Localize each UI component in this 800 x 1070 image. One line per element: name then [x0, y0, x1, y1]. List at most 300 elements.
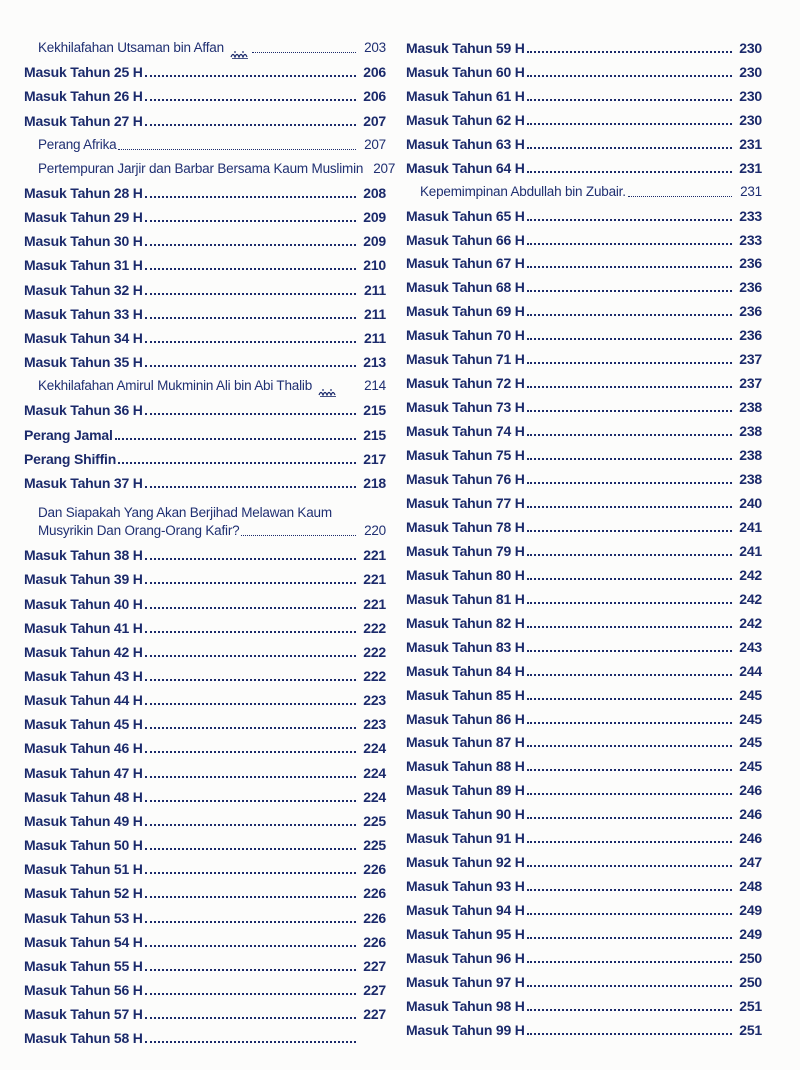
- dot-leader: [145, 703, 356, 705]
- toc-entry[interactable]: [406, 80, 762, 104]
- toc-entry-title: Masuk Tahun 44 H: [24, 692, 143, 709]
- toc-entry-title: Masuk Tahun 83 H: [406, 638, 525, 655]
- toc-page-number: 236: [739, 279, 762, 296]
- toc-page-number: 210: [363, 257, 386, 274]
- toc-entry[interactable]: [24, 901, 386, 925]
- toc-entry-title: Masuk Tahun 31 H: [24, 257, 143, 274]
- toc-entry[interactable]: [24, 950, 386, 974]
- dot-leader: [527, 865, 732, 867]
- dot-leader: [527, 937, 732, 939]
- dot-leader: [527, 266, 732, 268]
- toc-entry[interactable]: [24, 781, 386, 805]
- toc-entry[interactable]: [24, 829, 386, 853]
- dot-leader: [527, 889, 732, 891]
- dot-leader: [527, 243, 732, 245]
- toc-entry-title: Pertempuran Jarjir dan Barbar Bersama Kaum Muslimin: [38, 160, 364, 176]
- toc-entry[interactable]: [406, 272, 762, 296]
- toc-entry[interactable]: [24, 684, 386, 708]
- toc-entry-title: Masuk Tahun 89 H: [406, 782, 525, 799]
- toc-page-number: 221: [363, 595, 386, 612]
- toc-entry-title: Masuk Tahun 30 H: [24, 233, 143, 250]
- toc-entry-title: Masuk Tahun 96 H: [406, 950, 525, 967]
- toc-entry[interactable]: [406, 152, 762, 176]
- toc-entry-title: Masuk Tahun 84 H: [406, 662, 525, 679]
- toc-page-number: 248: [739, 878, 762, 895]
- toc-entry[interactable]: [406, 846, 762, 870]
- toc-entry[interactable]: [406, 990, 762, 1014]
- toc-page-number: 249: [739, 926, 762, 943]
- toc-page-number: 214: [364, 378, 386, 394]
- toc-page-number: 211: [364, 329, 386, 346]
- toc-entry-title: Kekhilafahan Amirul Mukminin Ali bin Abi Thalib: [38, 378, 313, 394]
- dot-leader: [527, 961, 732, 963]
- toc-entry[interactable]: [24, 443, 386, 467]
- toc-entry-title: Masuk Tahun 76 H: [406, 471, 525, 488]
- toc-entry-title: Masuk Tahun 57 H: [24, 1006, 143, 1023]
- toc-entry[interactable]: [24, 926, 386, 950]
- toc-entry-title: Masuk Tahun 28 H: [24, 185, 143, 202]
- toc-entry[interactable]: [24, 587, 386, 611]
- toc-entry[interactable]: [406, 32, 762, 56]
- dot-leader: [527, 793, 732, 795]
- toc-entry-title: Masuk Tahun 92 H: [406, 854, 525, 871]
- toc-entry[interactable]: [406, 200, 762, 224]
- toc-entry[interactable]: [406, 727, 762, 751]
- dot-leader: [527, 410, 732, 412]
- toc-entry[interactable]: [406, 822, 762, 846]
- toc-entry-title: Masuk Tahun 90 H: [406, 806, 525, 823]
- toc-entry[interactable]: [406, 535, 762, 559]
- toc-page-number: 249: [739, 902, 762, 919]
- toc-page-number: 240: [739, 494, 762, 511]
- dot-leader: [145, 582, 356, 584]
- toc-page-number: 245: [739, 734, 762, 751]
- toc-page-number: 207: [373, 160, 396, 176]
- toc-page-number: 236: [739, 255, 762, 272]
- toc-page-number: 223: [363, 716, 386, 733]
- toc-entry-title: Masuk Tahun 78 H: [406, 518, 525, 535]
- dot-leader: [527, 171, 732, 173]
- toc-page-number: 231: [739, 159, 762, 176]
- toc-entry[interactable]: [406, 1014, 762, 1038]
- toc-entry[interactable]: [406, 703, 762, 727]
- toc-page-number: 238: [739, 423, 762, 440]
- toc-entry-title: Masuk Tahun 93 H: [406, 878, 525, 895]
- toc-entry[interactable]: [24, 346, 386, 370]
- dot-leader: [527, 219, 732, 221]
- toc-entry-title: Masuk Tahun 67 H: [406, 255, 525, 272]
- toc-page-number: 217: [363, 450, 386, 467]
- dot-leader: [145, 800, 356, 802]
- toc-entry-title: Masuk Tahun 55 H: [24, 957, 143, 974]
- toc-entry[interactable]: [24, 80, 386, 104]
- toc-entry-title: Masuk Tahun 72 H: [406, 375, 525, 392]
- toc-entry[interactable]: [406, 583, 762, 607]
- toc-page-number: 241: [739, 542, 762, 559]
- toc-entry[interactable]: [24, 636, 386, 660]
- toc-page-number: 222: [363, 619, 386, 636]
- toc-entry-title: Masuk Tahun 87 H: [406, 734, 525, 751]
- toc-page-number: 231: [740, 183, 762, 199]
- toc-subentry[interactable]: [24, 129, 386, 153]
- toc-entry[interactable]: [24, 732, 386, 756]
- toc-entry[interactable]: [406, 391, 762, 415]
- toc-entry-title: Masuk Tahun 64 H: [406, 159, 525, 176]
- dot-leader: [527, 530, 732, 532]
- toc-entry-title: Masuk Tahun 26 H: [24, 88, 143, 105]
- toc-page-number: 220: [364, 523, 386, 539]
- dot-leader: [527, 578, 732, 580]
- toc-entry-title: Masuk Tahun 43 H: [24, 668, 143, 685]
- toc-page-number: 236: [739, 303, 762, 320]
- toc-page-number: 244: [739, 662, 762, 679]
- toc-entry[interactable]: [406, 367, 762, 391]
- dot-leader: [145, 75, 356, 77]
- toc-page-number: 223: [363, 692, 386, 709]
- toc-entry-title: Masuk Tahun 73 H: [406, 399, 525, 416]
- toc-entry-title: Masuk Tahun 56 H: [24, 981, 143, 998]
- dot-leader: [145, 365, 356, 367]
- toc-column-right: [406, 32, 762, 1062]
- toc-entry-title: Masuk Tahun 94 H: [406, 902, 525, 919]
- toc-page-number: 230: [739, 63, 762, 80]
- dot-leader: [145, 341, 356, 343]
- toc-entry-title: Masuk Tahun 34 H: [24, 329, 143, 346]
- dot-leader: [527, 602, 732, 604]
- toc-page-number: 218: [363, 474, 386, 491]
- toc-entry[interactable]: [24, 274, 386, 298]
- dot-leader: [527, 554, 732, 556]
- toc-page-number: 222: [363, 643, 386, 660]
- dot-leader: [527, 506, 732, 508]
- dot-leader: [145, 896, 356, 898]
- toc-entry[interactable]: [406, 128, 762, 152]
- toc-entry[interactable]: [24, 201, 386, 225]
- toc-entry-title: Masuk Tahun 29 H: [24, 209, 143, 226]
- dot-leader: [145, 486, 356, 488]
- dot-leader: [527, 75, 732, 77]
- toc-entry[interactable]: [24, 877, 386, 901]
- toc-entry[interactable]: [406, 774, 762, 798]
- toc-entry-title: Masuk Tahun 38 H: [24, 547, 143, 564]
- toc-entry[interactable]: [24, 56, 386, 80]
- toc-page-number: 203: [364, 40, 386, 56]
- dot-leader: [527, 745, 732, 747]
- toc-entry[interactable]: [406, 343, 762, 367]
- toc-page-number: 208: [363, 185, 386, 202]
- toc-subentry[interactable]: [24, 32, 386, 56]
- toc-page-number: 227: [363, 1006, 386, 1023]
- toc-entry[interactable]: [24, 394, 386, 418]
- dot-leader: [145, 993, 356, 995]
- toc-entry-title: Perang Shiffin: [24, 450, 117, 467]
- dot-leader: [527, 123, 732, 125]
- toc-page-number: 241: [739, 518, 762, 535]
- dot-leader: [145, 1017, 356, 1019]
- dot-leader: [145, 124, 356, 126]
- toc-entry-title: Masuk Tahun 36 H: [24, 402, 143, 419]
- toc-entry[interactable]: [24, 249, 386, 273]
- toc-entry[interactable]: [406, 511, 762, 535]
- toc-page-number: 242: [739, 566, 762, 583]
- toc-page-number: 237: [739, 375, 762, 392]
- dot-leader: [527, 386, 732, 388]
- toc-page-number: 222: [363, 668, 386, 685]
- toc-entry-title: Masuk Tahun 95 H: [406, 926, 525, 943]
- toc-entry-title: Masuk Tahun 88 H: [406, 758, 525, 775]
- toc-page-number: 211: [364, 281, 386, 298]
- toc-entry[interactable]: [406, 248, 762, 272]
- dot-leader: [527, 314, 732, 316]
- toc-entry[interactable]: [406, 870, 762, 894]
- toc-page-number: 231: [739, 135, 762, 152]
- toc-entry-title: Masuk Tahun 60 H: [406, 63, 525, 80]
- toc-page-number: 242: [739, 614, 762, 631]
- toc-entry-title: Masuk Tahun 40 H: [24, 595, 143, 612]
- dot-leader: [145, 99, 356, 101]
- toc-page-number: 226: [363, 885, 386, 902]
- toc-entry[interactable]: [406, 798, 762, 822]
- dot-leader: [527, 147, 732, 149]
- toc-entry[interactable]: [24, 757, 386, 781]
- toc-page-number: 250: [739, 950, 762, 967]
- toc-entry-title: Masuk Tahun 41 H: [24, 619, 143, 636]
- toc-page-number: 230: [739, 39, 762, 56]
- dot-leader: [145, 631, 356, 633]
- dot-leader: [527, 913, 732, 915]
- toc-page-number: 221: [363, 547, 386, 564]
- toc-page-number: 226: [363, 861, 386, 878]
- toc-entry-title: Masuk Tahun 47 H: [24, 764, 143, 781]
- toc-entry[interactable]: [24, 998, 386, 1022]
- toc-page-number: 245: [739, 758, 762, 775]
- toc-entry[interactable]: [24, 708, 386, 732]
- toc-entry[interactable]: [24, 1022, 386, 1046]
- dot-leader: [527, 482, 732, 484]
- toc-page-number: 224: [363, 740, 386, 757]
- toc-entry[interactable]: [406, 224, 762, 248]
- dot-leader: [527, 769, 732, 771]
- toc-page-number: 236: [739, 327, 762, 344]
- dot-leader: [145, 220, 356, 222]
- toc-page-number: 209: [363, 209, 386, 226]
- toc-entry-title: Masuk Tahun 32 H: [24, 281, 143, 298]
- toc-page-number: 215: [363, 426, 386, 443]
- dot-leader: [145, 196, 356, 198]
- dot-leader: [527, 290, 732, 292]
- toc-page-number: 238: [739, 447, 762, 464]
- dot-leader: [527, 841, 732, 843]
- toc-entry-title: Masuk Tahun 70 H: [406, 327, 525, 344]
- dot-leader: [252, 52, 356, 53]
- toc-entry[interactable]: [406, 295, 762, 319]
- dot-leader: [145, 945, 356, 947]
- toc-entry[interactable]: [24, 467, 386, 491]
- toc-entry[interactable]: [24, 322, 386, 346]
- toc-page-number: 247: [739, 854, 762, 871]
- toc-entry-title: Masuk Tahun 46 H: [24, 740, 143, 757]
- toc-entry[interactable]: [24, 853, 386, 877]
- toc-page-number: 237: [739, 351, 762, 368]
- toc-column-left: [24, 32, 396, 1062]
- toc-entry-title: Masuk Tahun 80 H: [406, 566, 525, 583]
- dot-leader: [145, 293, 356, 295]
- dot-leader: [527, 985, 732, 987]
- toc-entry[interactable]: [406, 439, 762, 463]
- toc-entry[interactable]: [24, 418, 386, 442]
- toc-entry[interactable]: [406, 559, 762, 583]
- toc-page-number: 226: [363, 909, 386, 926]
- toc-page-number: 251: [739, 1021, 762, 1038]
- dot-leader: [145, 921, 356, 923]
- toc-entry-title-line1: Dan Siapakah Yang Akan Berjihad Melawan Kaum: [38, 505, 332, 521]
- toc-entry[interactable]: [406, 942, 762, 966]
- toc-entry[interactable]: [406, 463, 762, 487]
- toc-entry[interactable]: [406, 104, 762, 128]
- toc-entry-title: Perang Afrika: [38, 136, 117, 152]
- toc-entry[interactable]: [24, 612, 386, 636]
- toc-entry-title: Musyrikin Dan Orang-Orang Kafir?: [38, 523, 240, 539]
- toc-entry[interactable]: [406, 655, 762, 679]
- toc-entry[interactable]: [24, 660, 386, 684]
- toc-entry[interactable]: [406, 894, 762, 918]
- toc-entry-title: Masuk Tahun 82 H: [406, 614, 525, 631]
- toc-entry[interactable]: [406, 56, 762, 80]
- toc-page-number: 246: [739, 782, 762, 799]
- toc-entry[interactable]: [406, 415, 762, 439]
- toc-entry-title: Masuk Tahun 74 H: [406, 423, 525, 440]
- toc-entry-title: Masuk Tahun 49 H: [24, 812, 143, 829]
- dot-leader: [527, 626, 732, 628]
- dot-leader: [527, 650, 732, 652]
- toc-entry[interactable]: [406, 631, 762, 655]
- toc-entry-title: Masuk Tahun 42 H: [24, 643, 143, 660]
- toc-entry[interactable]: [24, 177, 386, 201]
- toc-entry-title: Masuk Tahun 39 H: [24, 571, 143, 588]
- dot-leader: [145, 558, 356, 560]
- toc-page-number: 238: [739, 471, 762, 488]
- dot-leader: [145, 317, 356, 319]
- toc-entry[interactable]: [406, 607, 762, 631]
- toc-entry[interactable]: [406, 918, 762, 942]
- toc-entry-title: Perang Jamal: [24, 426, 113, 443]
- toc-page-number: 245: [739, 710, 762, 727]
- toc-entry[interactable]: [24, 225, 386, 249]
- toc-entry-title: Masuk Tahun 35 H: [24, 354, 143, 371]
- dot-leader: [145, 607, 356, 609]
- toc-entry[interactable]: [24, 805, 386, 829]
- toc-entry-title: Masuk Tahun 33 H: [24, 305, 143, 322]
- toc-page-number: 246: [739, 830, 762, 847]
- toc-entry[interactable]: [406, 679, 762, 703]
- dot-leader: [145, 872, 356, 874]
- toc-entry-title: Kepemimpinan Abdullah bin Zubair.: [420, 183, 626, 199]
- toc-entry[interactable]: [406, 319, 762, 343]
- toc-page-number: 251: [739, 997, 762, 1014]
- dot-leader: [527, 458, 732, 460]
- toc-entry[interactable]: [24, 298, 386, 322]
- toc-page-number: 224: [363, 788, 386, 805]
- toc-entry-title: Masuk Tahun 52 H: [24, 885, 143, 902]
- toc-entry[interactable]: [24, 563, 386, 587]
- toc-page-number: 233: [739, 231, 762, 248]
- dot-leader: [145, 776, 356, 778]
- dot-leader: [527, 362, 732, 364]
- toc-entry[interactable]: [24, 974, 386, 998]
- toc-page-number: 213: [363, 354, 386, 371]
- toc-entry-title: Kekhilafahan Utsaman bin Affan: [38, 40, 224, 56]
- toc-entry-title: Masuk Tahun 27 H: [24, 112, 143, 129]
- toc-subentry[interactable]: [406, 176, 762, 200]
- toc-entry-title: Masuk Tahun 91 H: [406, 830, 525, 847]
- toc-page-number: 206: [363, 64, 386, 81]
- dot-leader: [145, 727, 356, 729]
- toc-page-number: 225: [363, 837, 386, 854]
- toc-entry-title: Masuk Tahun 98 H: [406, 997, 525, 1014]
- salutation-calligraphy-icon: [318, 385, 338, 394]
- toc-page-number: 245: [739, 686, 762, 703]
- toc-subentry[interactable]: [24, 153, 396, 177]
- toc-entry-title: Masuk Tahun 66 H: [406, 231, 525, 248]
- toc-entry-title: Masuk Tahun 77 H: [406, 494, 525, 511]
- toc-entry-title: Masuk Tahun 65 H: [406, 207, 525, 224]
- dot-leader: [145, 413, 356, 415]
- dot-leader: [145, 655, 356, 657]
- dot-leader: [628, 196, 732, 197]
- dot-leader: [527, 674, 732, 676]
- dot-leader: [145, 751, 356, 753]
- toc-entry-title: Masuk Tahun 62 H: [406, 111, 525, 128]
- dot-leader: [527, 698, 732, 700]
- dot-leader: [527, 99, 732, 101]
- toc-entry-title: Masuk Tahun 50 H: [24, 837, 143, 854]
- toc-page-number: 225: [363, 812, 386, 829]
- toc-entry-title: Masuk Tahun 25 H: [24, 64, 143, 81]
- toc-entry[interactable]: [406, 487, 762, 511]
- toc-entry-title: Masuk Tahun 99 H: [406, 1021, 525, 1038]
- toc-entry-title: Masuk Tahun 37 H: [24, 474, 143, 491]
- toc-page-number: 238: [739, 399, 762, 416]
- toc-entry-title: Masuk Tahun 51 H: [24, 861, 143, 878]
- toc-entry-title: Masuk Tahun 86 H: [406, 710, 525, 727]
- toc-page-number: 246: [739, 806, 762, 823]
- toc-entry-title: Masuk Tahun 54 H: [24, 933, 143, 950]
- toc-page-number: 227: [363, 981, 386, 998]
- toc-subentry[interactable]: [24, 370, 386, 394]
- toc-entry[interactable]: [406, 751, 762, 775]
- toc-entry-title: Masuk Tahun 61 H: [406, 87, 525, 104]
- toc-page-number: 211: [364, 305, 386, 322]
- toc-page-number: 226: [363, 933, 386, 950]
- toc-entry-title: Masuk Tahun 68 H: [406, 279, 525, 296]
- dot-leader: [145, 1041, 356, 1043]
- toc-entry[interactable]: [24, 539, 386, 563]
- toc-page-number: 242: [739, 590, 762, 607]
- toc-entry[interactable]: [406, 966, 762, 990]
- toc-subentry[interactable]: [24, 491, 386, 539]
- dot-leader: [527, 817, 732, 819]
- dot-leader: [145, 824, 356, 826]
- dot-leader: [145, 268, 356, 270]
- toc-entry-title: Masuk Tahun 97 H: [406, 973, 525, 990]
- toc-entry-title: Masuk Tahun 85 H: [406, 686, 525, 703]
- dot-leader: [527, 1033, 732, 1035]
- dot-leader: [527, 51, 732, 53]
- toc-entry-title: Masuk Tahun 59 H: [406, 39, 525, 56]
- toc-entry-title: Masuk Tahun 71 H: [406, 351, 525, 368]
- toc-entry[interactable]: [24, 104, 386, 128]
- dot-leader: [118, 149, 356, 150]
